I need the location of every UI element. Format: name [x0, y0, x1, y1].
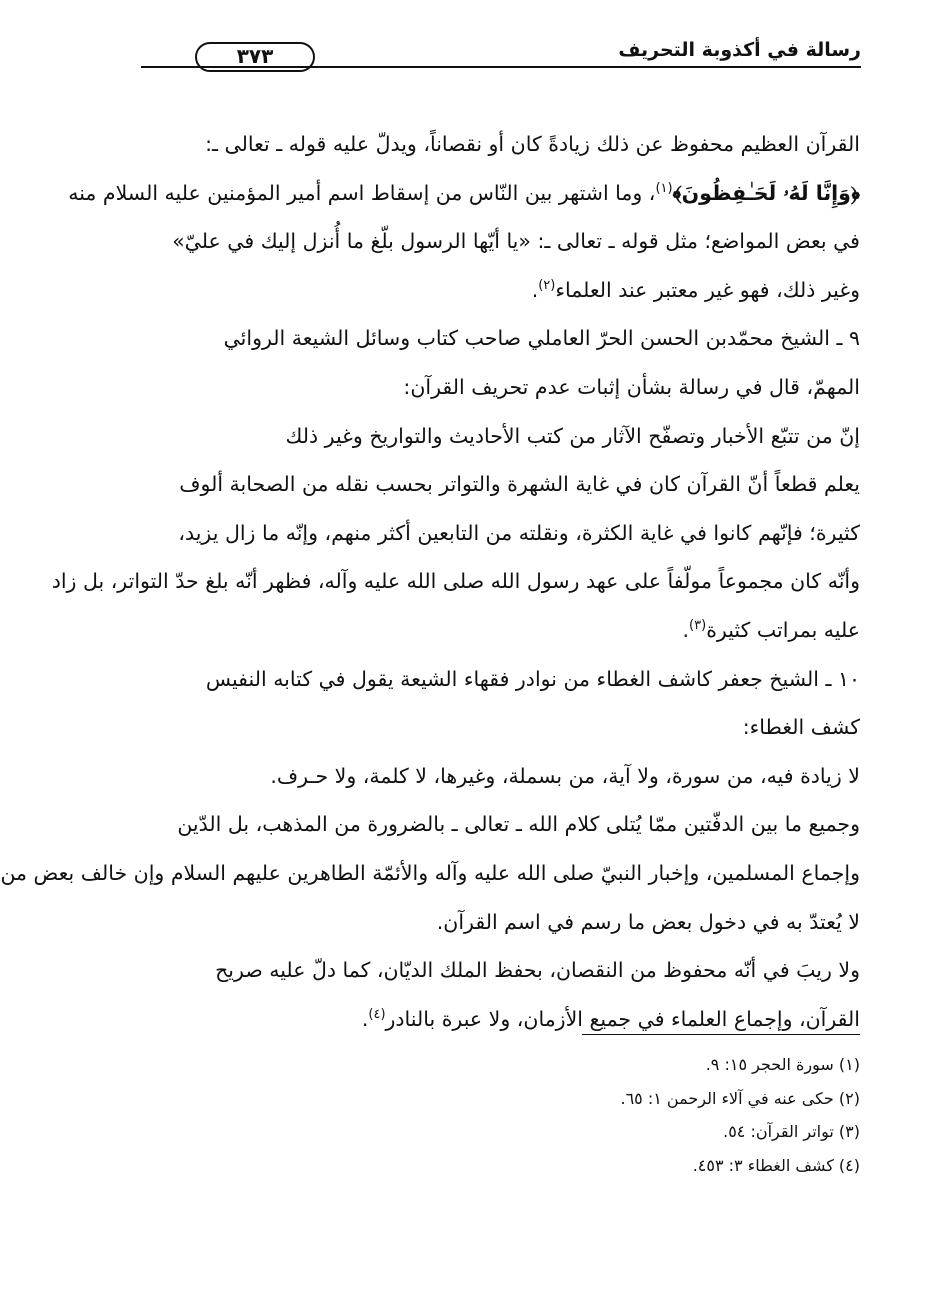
page-header	[141, 36, 861, 72]
text-fragment: ، وما اشتهر بين النّاس من إسقاط اسم أمير المؤمنين عليه السلام منه	[68, 180, 656, 205]
text-line: القرآن العظيم محفوظ عن ذلك زيادةً كان أو نقصاناً، ويدلّ عليه قوله ـ تعالى ـ:	[205, 132, 860, 156]
text-line	[135, 995, 860, 1044]
footnote-item: (١) سورة الحجر ١٥: ٩.	[705, 1055, 860, 1074]
paragraph-5	[0, 752, 860, 946]
text-fragment: .	[361, 1006, 369, 1031]
footnote-ref: (٣)	[689, 618, 707, 634]
footnotes	[135, 1048, 860, 1182]
footnote-item: (٤) كشف الغطاء ٣: ٤٥٣.	[692, 1155, 860, 1175]
text-line: وأنّه كان مجموعاً مولّفاً على عهد رسول الله صلى الله عليه وآله، فظهر أنّه بلغ حدّ التواتر، بل زاد	[51, 569, 860, 594]
paragraph-4	[135, 655, 860, 752]
footnote-ref: (٢)	[538, 277, 556, 293]
text-fragment: عليه بمراتب كثيرة	[706, 617, 860, 642]
text-fragment: القرآن، وإجماع العلماء في جميع الأزمان، ولا عبرة بالنادر	[385, 1006, 860, 1031]
text-line: لا زيادة فيه، من سورة، ولا آية، من بسملة، وغيرها، لا كلمة، ولا حـرف.	[270, 763, 860, 788]
text-line: ٩ ـ الشيخ محمّدبن الحسن الحرّ العاملي صاحب كتاب وسائل الشيعة الروائي	[223, 326, 860, 351]
footnote-ref: (١)	[655, 180, 673, 196]
text-fragment: .	[682, 617, 690, 642]
footnote-ref: (٤)	[368, 1006, 386, 1022]
text-line: كشف الغطاء:	[742, 715, 860, 740]
text-line	[68, 169, 860, 218]
paragraph-1	[68, 120, 860, 314]
text-line: كثيرة؛ فإنّهم كانوا في غاية الكثرة، ونقلته من التابعين أكثر منهم، وإنّه ما زال يزيد،	[178, 520, 860, 545]
main-text	[0, 120, 860, 1043]
text-line: وإجماع المسلمين، وإخبار النبيّ صلى الله عليه وآله والأئمّة الطاهرين عليهم السلام وإن خالف بعض من	[0, 860, 860, 885]
text-line: المهمّ، قال في رسالة بشأن إثبات عدم تحريف القرآن:	[403, 374, 860, 399]
running-title: رسالة في أكذوبة التحريف	[618, 39, 861, 61]
text-fragment: وغير ذلك، فهو غير معتبر عند العلماء	[555, 277, 860, 302]
text-fragment: .	[531, 277, 539, 302]
paragraph-6	[135, 946, 860, 1043]
paragraph-2	[135, 314, 860, 411]
text-line: ولا ريبَ في أنّه محفوظ من النقصان، بحفظ الملك الديّان، كما دلّ عليه صريح	[215, 958, 860, 983]
quran-verse: ﴿وَإِنَّا لَهُۥ لَحَـٰفِظُونَ﴾	[672, 180, 860, 205]
text-line: يعلم قطعاً أنّ القرآن كان في غاية الشهرة والتواتر بحسب نقله من الصحابة ألوف	[179, 472, 860, 497]
text-line: إنّ من تتبّع الأخبار وتصفّح الآثار من كتب الأحاديث والتواريخ وغير ذلك	[285, 423, 860, 448]
text-line: في بعض المواضع؛ مثل قوله ـ تعالى ـ: «يا أيّها الرسول بلّغ ما أُنزل إليك في عليّ»	[172, 229, 860, 254]
header-rule	[141, 66, 861, 68]
footnote-item: (٢) حكى عنه في آلاء الرحمن ١: ٦٥.	[620, 1088, 860, 1108]
text-line: وجميع ما بين الدفّتين ممّا يُتلى كلام الله ـ تعالى ـ بالضرورة من المذهب، بل الدّين	[177, 812, 860, 837]
footnote-item: (٣) تواتر القرآن: ٥٤.	[723, 1122, 860, 1141]
page-number: ٣٧٣	[195, 42, 315, 72]
text-line	[135, 606, 860, 655]
text-line: ١٠ ـ الشيخ جعفر كاشف الغطاء من نوادر فقهاء الشيعة يقول في كتابه النفيس	[205, 666, 860, 691]
text-line: لا يُعتدّ به في دخول بعض ما رسم في اسم القرآن.	[436, 909, 860, 934]
paragraph-3	[51, 412, 860, 655]
text-line	[135, 266, 860, 315]
footnote-separator	[582, 1034, 860, 1035]
